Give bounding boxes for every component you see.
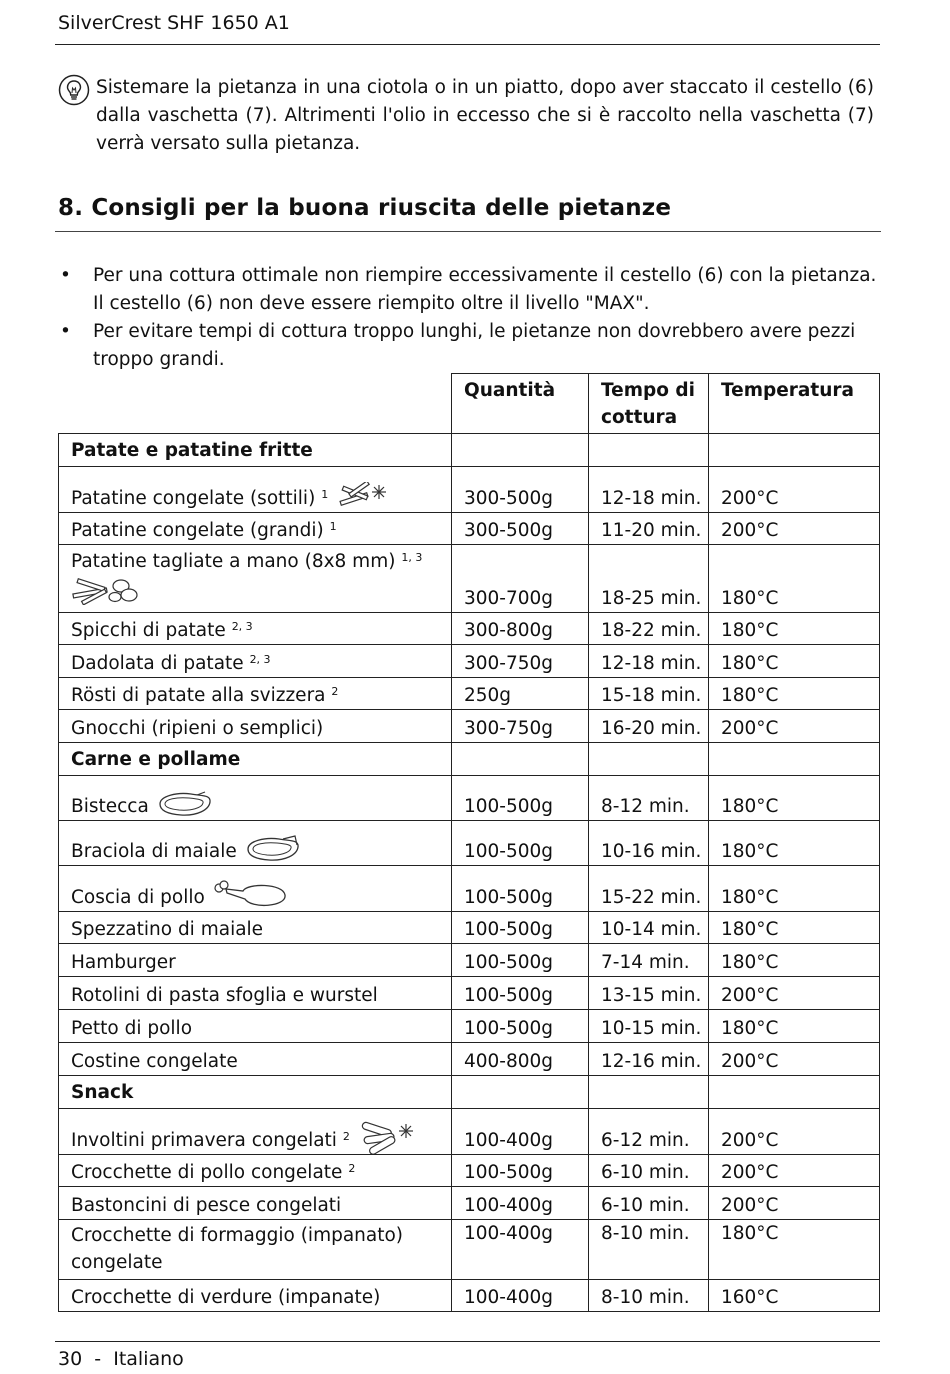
food-cell <box>59 645 452 678</box>
table-row <box>59 776 880 821</box>
food-cell <box>59 821 452 866</box>
table-group-row <box>59 743 880 776</box>
time-cell: 11-20 min. <box>589 513 709 545</box>
time-cell: 10-16 min. <box>589 821 709 866</box>
food-name: Gnocchi (ripieni o semplici) <box>71 718 324 739</box>
temperature-cell: 180°C <box>709 1220 880 1280</box>
quantity-cell: 100-500g <box>452 1010 589 1043</box>
list-item <box>58 318 878 374</box>
footnote-ref: 2, 3 <box>231 620 253 633</box>
food-name: Braciola di maiale <box>71 841 237 862</box>
temperature-cell: 180°C <box>709 944 880 977</box>
footnote-ref: 2 <box>348 1162 356 1175</box>
time-cell: 6-12 min. <box>589 1109 709 1155</box>
section-divider <box>55 231 881 232</box>
quantity-cell: 250g <box>452 678 589 710</box>
tip-text: Sistemare la pietanza in una ciotola o in un piatto, dopo aver staccato il cestello (6) dalla vaschetta (7). Altrimenti l'olio in eccesso che si è raccolto nella vaschetta (7) verrà versato sulla pietanza. <box>96 77 874 154</box>
food-cell <box>59 678 452 710</box>
food-name: Patatine congelate (sottili) <box>71 488 316 509</box>
food-cell <box>59 613 452 645</box>
footer-separator: - <box>94 1348 102 1370</box>
section-heading: 8. Consigli per la buona riuscita delle pietanze <box>58 195 672 221</box>
quantity-cell: 100-500g <box>452 944 589 977</box>
food-name: Bastoncini di pesce congelati <box>71 1195 342 1216</box>
quantity-cell: 300-500g <box>452 467 589 513</box>
group-name: Patate e patatine fritte <box>59 434 452 467</box>
food-cell <box>59 710 452 743</box>
food-cell <box>59 1220 452 1280</box>
time-cell: 10-14 min. <box>589 912 709 944</box>
footnote-ref: 1 <box>329 520 337 533</box>
chicken-leg-icon <box>213 879 289 911</box>
header-temperature: Temperatura <box>709 374 880 434</box>
time-cell: 8-12 min. <box>589 776 709 821</box>
table-row <box>59 944 880 977</box>
food-cell <box>59 1043 452 1076</box>
frozen-spring-rolls-icon <box>358 1120 416 1154</box>
quantity-cell: 100-500g <box>452 912 589 944</box>
food-name: Patatine tagliate a mano (8x8 mm) <box>71 551 396 572</box>
group-name: Snack <box>59 1076 452 1109</box>
table-row <box>59 977 880 1010</box>
table-row <box>59 1043 880 1076</box>
food-cell <box>59 545 452 613</box>
temperature-cell: 180°C <box>709 912 880 944</box>
food-name: Dadolata di patate <box>71 653 244 674</box>
food-name: Coscia di pollo <box>71 887 205 908</box>
food-cell <box>59 513 452 545</box>
bullet-marker: • <box>60 265 71 286</box>
footer-divider <box>55 1341 880 1342</box>
food-name: Bistecca <box>71 796 149 817</box>
table-row <box>59 821 880 866</box>
footnote-ref: 2 <box>331 685 339 698</box>
cooking-table <box>58 373 880 1312</box>
table-row <box>59 1187 880 1220</box>
table-row <box>59 613 880 645</box>
time-cell: 8-10 min. <box>589 1280 709 1312</box>
table-group-row <box>59 1076 880 1109</box>
time-cell: 13-15 min. <box>589 977 709 1010</box>
food-name: Involtini primavera congelati <box>71 1130 337 1151</box>
food-name: Rotolini di pasta sfoglia e wurstel <box>71 985 378 1006</box>
food-cell <box>59 776 452 821</box>
temperature-cell: 180°C <box>709 545 880 613</box>
food-cell <box>59 1010 452 1043</box>
table-row <box>59 1109 880 1155</box>
bullet-marker: • <box>60 321 71 342</box>
quantity-cell: 300-800g <box>452 613 589 645</box>
quantity-cell: 100-500g <box>452 1155 589 1187</box>
quantity-cell: 100-400g <box>452 1280 589 1312</box>
table-row <box>59 1010 880 1043</box>
quantity-cell: 100-500g <box>452 821 589 866</box>
quantity-cell: 100-400g <box>452 1109 589 1155</box>
temperature-cell: 200°C <box>709 513 880 545</box>
time-cell: 12-16 min. <box>589 1043 709 1076</box>
quantity-cell: 100-500g <box>452 866 589 912</box>
food-name: Spezzatino di maiale <box>71 919 264 940</box>
time-cell: 12-18 min. <box>589 467 709 513</box>
hand-cut-fries-icon <box>71 575 141 605</box>
quantity-cell: 100-500g <box>452 776 589 821</box>
footnote-ref: 1, 3 <box>401 551 423 564</box>
group-name: Carne e pollame <box>59 743 452 776</box>
table-row <box>59 866 880 912</box>
food-name: Hamburger <box>71 952 176 973</box>
table-row <box>59 678 880 710</box>
time-cell: 8-10 min. <box>589 1220 709 1280</box>
food-name: Spicchi di patate <box>71 620 226 641</box>
tips-list <box>58 262 878 374</box>
table-row <box>59 1155 880 1187</box>
page-footer <box>58 1348 184 1370</box>
temperature-cell: 200°C <box>709 467 880 513</box>
quantity-cell: 300-700g <box>452 545 589 613</box>
quantity-cell: 300-750g <box>452 645 589 678</box>
frozen-fries-icon <box>336 482 388 512</box>
table-header-row <box>59 374 880 434</box>
temperature-cell: 180°C <box>709 613 880 645</box>
temperature-cell: 200°C <box>709 1043 880 1076</box>
quantity-cell: 300-750g <box>452 710 589 743</box>
temperature-cell: 200°C <box>709 977 880 1010</box>
time-cell: 6-10 min. <box>589 1187 709 1220</box>
food-cell <box>59 1187 452 1220</box>
food-cell <box>59 866 452 912</box>
food-cell <box>59 944 452 977</box>
list-item-text: Per una cottura ottimale non riempire eccessivamente il cestello (6) con la pietanza. Il cestello (6) non deve essere riempito oltre il livello "MAX". <box>93 265 877 314</box>
table-row <box>59 513 880 545</box>
temperature-cell: 200°C <box>709 1187 880 1220</box>
food-cell <box>59 467 452 513</box>
time-cell: 7-14 min. <box>589 944 709 977</box>
footnote-ref: 1 <box>321 488 329 501</box>
footer-language: Italiano <box>113 1348 184 1370</box>
time-cell: 18-25 min. <box>589 545 709 613</box>
food-name: Rösti di patate alla svizzera <box>71 685 326 706</box>
time-cell: 15-18 min. <box>589 678 709 710</box>
time-cell: 15-22 min. <box>589 866 709 912</box>
food-name: Crocchette di verdure (impanate) <box>71 1287 381 1308</box>
time-cell: 12-18 min. <box>589 645 709 678</box>
time-cell: 6-10 min. <box>589 1155 709 1187</box>
table-row <box>59 645 880 678</box>
food-cell <box>59 1109 452 1155</box>
header-blank-cell <box>59 374 452 434</box>
pork-chop-icon <box>245 833 301 865</box>
table-row <box>59 1280 880 1312</box>
document-header-title: SilverCrest SHF 1650 A1 <box>58 12 290 34</box>
temperature-cell: 180°C <box>709 678 880 710</box>
quantity-cell: 100-400g <box>452 1220 589 1280</box>
temperature-cell: 180°C <box>709 645 880 678</box>
table-row <box>59 545 880 613</box>
food-name: Petto di pollo <box>71 1018 193 1039</box>
food-cell <box>59 1155 452 1187</box>
temperature-cell: 180°C <box>709 866 880 912</box>
footnote-ref: 2 <box>342 1130 350 1143</box>
list-item <box>58 262 878 318</box>
table-row <box>59 912 880 944</box>
table-row <box>59 1220 880 1280</box>
header-time: Tempo di cottura <box>589 374 709 434</box>
time-cell: 18-22 min. <box>589 613 709 645</box>
table-group-row <box>59 434 880 467</box>
time-cell: 10-15 min. <box>589 1010 709 1043</box>
quantity-cell: 300-500g <box>452 513 589 545</box>
list-item-text: Per evitare tempi di cottura troppo lunghi, le pietanze non dovrebbero avere pezzi troppo grandi. <box>93 321 856 370</box>
quantity-cell: 100-400g <box>452 1187 589 1220</box>
header-quantity: Quantità <box>452 374 589 434</box>
temperature-cell: 200°C <box>709 710 880 743</box>
footnote-ref: 2, 3 <box>249 653 271 666</box>
time-cell: 16-20 min. <box>589 710 709 743</box>
temperature-cell: 160°C <box>709 1280 880 1312</box>
temperature-cell: 200°C <box>709 1109 880 1155</box>
food-cell <box>59 977 452 1010</box>
food-cell <box>59 912 452 944</box>
food-name: Crocchette di formaggio (impanato) congelate <box>71 1225 404 1273</box>
steak-icon <box>157 788 213 820</box>
food-name: Costine congelate <box>71 1051 238 1072</box>
temperature-cell: 180°C <box>709 1010 880 1043</box>
food-cell <box>59 1280 452 1312</box>
quantity-cell: 100-500g <box>452 977 589 1010</box>
temperature-cell: 180°C <box>709 821 880 866</box>
header-divider <box>55 44 880 45</box>
table-row <box>59 467 880 513</box>
food-name: Crocchette di pollo congelate <box>71 1162 343 1183</box>
quantity-cell: 400-800g <box>452 1043 589 1076</box>
temperature-cell: 180°C <box>709 776 880 821</box>
lightbulb-icon <box>58 74 90 106</box>
table-row <box>59 710 880 743</box>
temperature-cell: 200°C <box>709 1155 880 1187</box>
page-number: 30 <box>58 1348 83 1370</box>
food-name: Patatine congelate (grandi) <box>71 520 324 541</box>
